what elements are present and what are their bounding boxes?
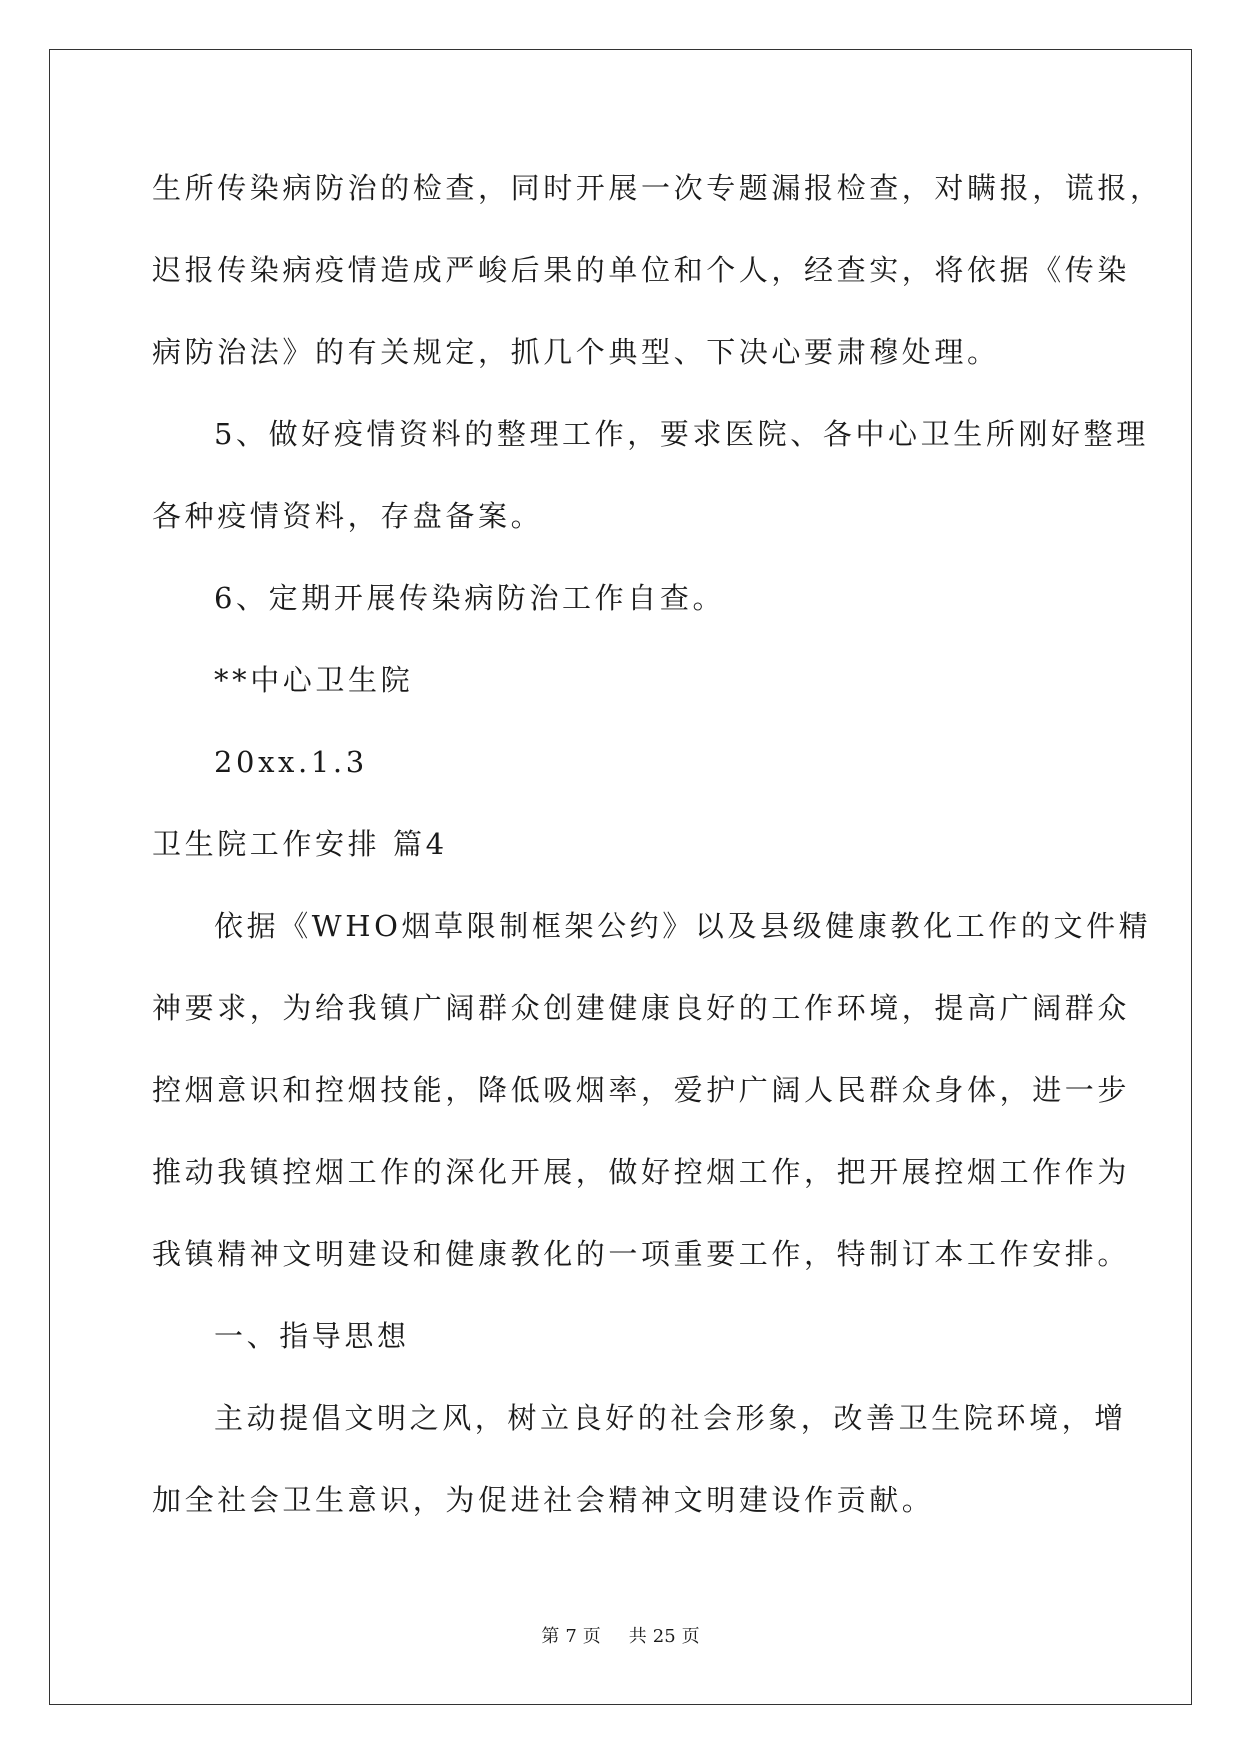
total-prefix: 共 [628,1626,647,1647]
signature-organization: **中心卫生院 [214,663,414,697]
section-heading: 卫生院工作安排 篇4 [152,827,448,861]
paragraph-line-1: 依据《WHO烟草限制框架公约》以及县级健康教化工作的文件精 [214,909,1152,943]
list-item-6: 6、定期开展传染病防治工作自查。 [214,581,726,615]
list-item-5-line-2: 各种疫情资料，存盘备案。 [152,499,544,533]
paragraph2-line-1: 主动提倡文明之风，树立良好的社会形象，改善卫生院环境，增 [214,1401,1127,1435]
page-border [49,49,1192,1705]
body-line-2: 迟报传染病疫情造成严峻后果的单位和个人，经查实，将依据《传染 [152,253,1131,287]
signature-date: 20xx.1.3 [214,745,368,779]
page-footer [0,1625,1241,1649]
subheading-guiding-thought: 一、指导思想 [214,1319,410,1353]
body-line-1: 生所传染病防治的检查，同时开展一次专题漏报检查，对瞒报，谎报， [152,171,1163,205]
paragraph-line-2: 神要求，为给我镇广阔群众创建健康良好的工作环境，提高广阔群众 [152,991,1131,1025]
total-pages: 25 [652,1626,676,1647]
page-number: 7 [565,1626,577,1647]
paragraph-line-4: 推动我镇控烟工作的深化开展，做好控烟工作，把开展控烟工作作为 [152,1155,1131,1189]
paragraph2-line-2: 加全社会卫生意识，为促进社会精神文明建设作贡献。 [152,1483,935,1517]
page-prefix: 第 [541,1626,560,1647]
list-item-5-line-1: 5、做好疫情资料的整理工作，要求医院、各中心卫生所刚好整理 [214,417,1149,451]
paragraph-line-5: 我镇精神文明建设和健康教化的一项重要工作，特制订本工作安排。 [152,1237,1131,1271]
body-line-3: 病防治法》的有关规定，抓几个典型、下决心要肃穆处理。 [152,335,1000,369]
page-unit: 页 [582,1626,601,1647]
total-unit: 页 [681,1626,700,1647]
paragraph-line-3: 控烟意识和控烟技能，降低吸烟率，爱护广阔人民群众身体，进一步 [152,1073,1131,1107]
